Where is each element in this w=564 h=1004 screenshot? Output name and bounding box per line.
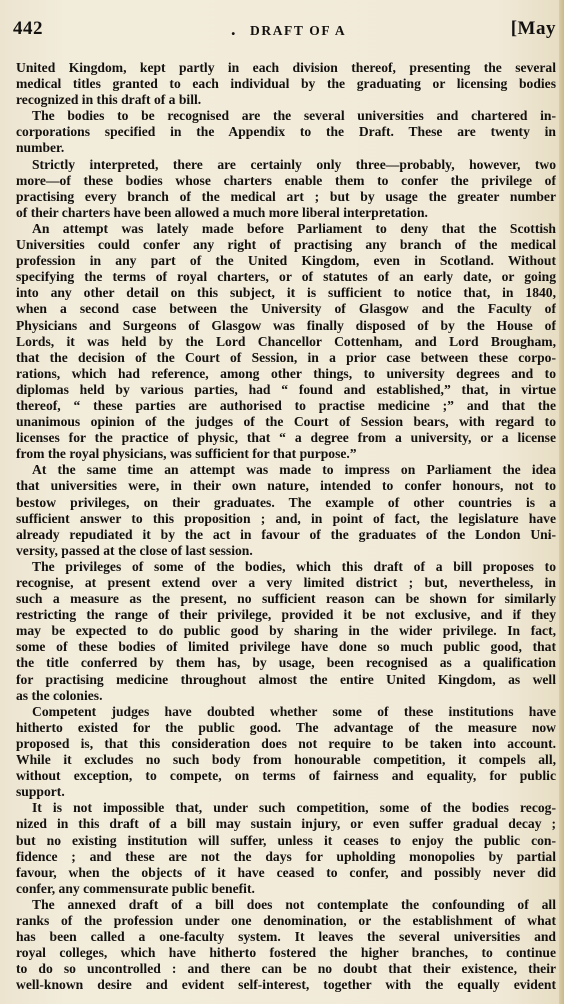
text-line: bestow privileges, on their graduates. The example of other countries is a xyxy=(16,494,556,510)
body-text xyxy=(16,60,556,993)
text-line: ranks of the profession under one denomination, or the establishment of what xyxy=(16,912,556,928)
text-line: corporations specified in the Appendix to the Draft. These are twenty in xyxy=(16,124,556,140)
text-line: An attempt was lately made before Parliament to deny that the Scottish xyxy=(32,220,556,236)
text-line: Lords, it was held by the Lord Chancellor Cottenham, and Lord Brougham, xyxy=(16,333,556,349)
page-edge xyxy=(559,0,564,1004)
text-line: that universities were, in their own nature, intended to confer honours, not to xyxy=(16,478,556,494)
text-line: into any other detail on this subject, it is sufficient to notice that, in 1840, xyxy=(16,285,556,301)
text-line: some of these bodies of limited privilege have done so much public good, that xyxy=(16,639,556,655)
text-line: but no existing institution will suffer, unless it ceases to enjoy the public con- xyxy=(16,832,556,848)
text-line: proposed is, that this consideration does not require to be taken into account. xyxy=(16,735,556,751)
text-line: specifying the terms of royal charters, or of statutes of an early date, or going xyxy=(16,269,556,285)
header-month: [May xyxy=(510,18,556,39)
text-line: nized in this draft of a bill may sustain injury, or even suffer gradual decay ; xyxy=(16,816,556,832)
text-line: It is not impossible that, under such competition, some of the bodies recog- xyxy=(32,800,556,816)
text-line: has been called a one-faculty system. It leaves the several universities and xyxy=(16,929,556,945)
text-line: licenses for the practice of physic, that “ a degree from a university, or a license xyxy=(16,430,556,446)
text-line: royal colleges, which have hitherto fostered the higher branches, to continue xyxy=(16,945,556,961)
page-number: 442 xyxy=(13,18,43,39)
text-line: well-known desire and evident self-interest, together with the equally evident xyxy=(16,977,556,993)
text-line: practising every branch of the medical art ; but by usage the greater number xyxy=(16,188,556,204)
text-line: favour, when the objects of it have ceased to confer, and possibly never did xyxy=(16,864,556,880)
text-line: sufficient answer to this proposition ; and, in point of fact, the legislature have xyxy=(16,510,556,526)
text-line: for practising medicine throughout almost the entire United Kingdom, as well xyxy=(16,671,556,687)
text-line: Physicians and Surgeons of Glasgow was finally disposed of by the House of xyxy=(16,317,556,333)
text-line: as the colonies. xyxy=(16,687,103,703)
text-line: confer, any commensurate public benefit. xyxy=(16,880,255,896)
text-line: already repudiated it by the act in favour of the graduates of the London Uni- xyxy=(16,526,556,542)
text-line: thereof, “ these parties are authorised to practise medicine ;” and that the xyxy=(16,397,556,413)
text-line: Strictly interpreted, there are certainly only three—probably, however, two xyxy=(32,156,556,172)
text-line: that the decision of the Court of Session, in a prior case between these corpo- xyxy=(16,349,556,365)
text-line: support. xyxy=(16,784,65,800)
text-line: recognized in this draft of a bill. xyxy=(16,92,202,108)
running-title: DRAFT OF A xyxy=(250,23,347,38)
running-header xyxy=(13,18,556,46)
text-line: rations, which had reference, among other things, to university degrees and to xyxy=(16,365,556,381)
text-line: when a second case between the University of Glasgow and the Faculty of xyxy=(16,301,556,317)
text-line: versity, passed at the close of last session. xyxy=(16,542,253,558)
text-line: The bodies to be recognised are the several universities and chartered in- xyxy=(32,108,556,124)
text-line: number. xyxy=(16,140,65,156)
text-line: Universities could confer any right of practising any branch of the medical xyxy=(16,237,556,253)
text-line: United Kingdom, kept partly in each division thereof, presenting the several xyxy=(16,60,556,75)
text-line: restricting the range of their privilege, provided it be not exclusive, and if they xyxy=(16,607,556,623)
text-line: medical titles granted to each individual by the graduating or licensing bodies xyxy=(16,76,556,92)
text-line: more—of these bodies whose charters enable them to confer the privilege of xyxy=(16,172,556,188)
text-line: the title conferred by them has, by usage, been recognised as a qualification xyxy=(16,655,556,671)
text-line: such a measure as the present, no sufficient reason can be shown for similarly xyxy=(16,591,556,607)
text-line: without exception, to compete, on terms of fairness and equality, for public xyxy=(16,768,556,784)
text-line: fidence ; and these are not the days for upholding monopolies by partial xyxy=(16,848,556,864)
text-line: from the royal physicians, was sufficient for that purpose.” xyxy=(16,446,357,462)
text-line: may be expected to do public good by sharing in the wider privilege. In fact, xyxy=(16,623,556,639)
text-line: of their charters have been allowed a much more liberal interpretation. xyxy=(16,204,428,220)
text-line: diplomas held by various parties, had “ found and established,” that, in virtue xyxy=(16,381,556,397)
text-line: to do so uncontrolled : and there can be no doubt that their existence, their xyxy=(16,961,556,977)
text-line: unanimous opinion of the judges of the Court of Session bears, with regard to xyxy=(16,414,556,430)
text-line: The annexed draft of a bill does not contemplate the confounding of all xyxy=(32,896,556,912)
text-line: At the same time an attempt was made to impress on Parliament the idea xyxy=(32,462,556,478)
header-separator: . xyxy=(231,19,236,39)
text-line: hitherto existed for the public good. The advantage of the measure now xyxy=(16,719,556,735)
text-line: Competent judges have doubted whether some of these institutions have xyxy=(32,703,556,719)
text-line: While it excludes no such body from honourable competition, it compels all, xyxy=(16,752,556,768)
text-line: profession in any part of the United Kingdom, even in Scotland. Without xyxy=(16,253,556,269)
text-line: The privileges of some of the bodies, which this draft of a bill proposes to xyxy=(32,558,556,574)
text-line: recognise, at present extend over a very limited district ; but, nevertheless, in xyxy=(16,575,556,590)
